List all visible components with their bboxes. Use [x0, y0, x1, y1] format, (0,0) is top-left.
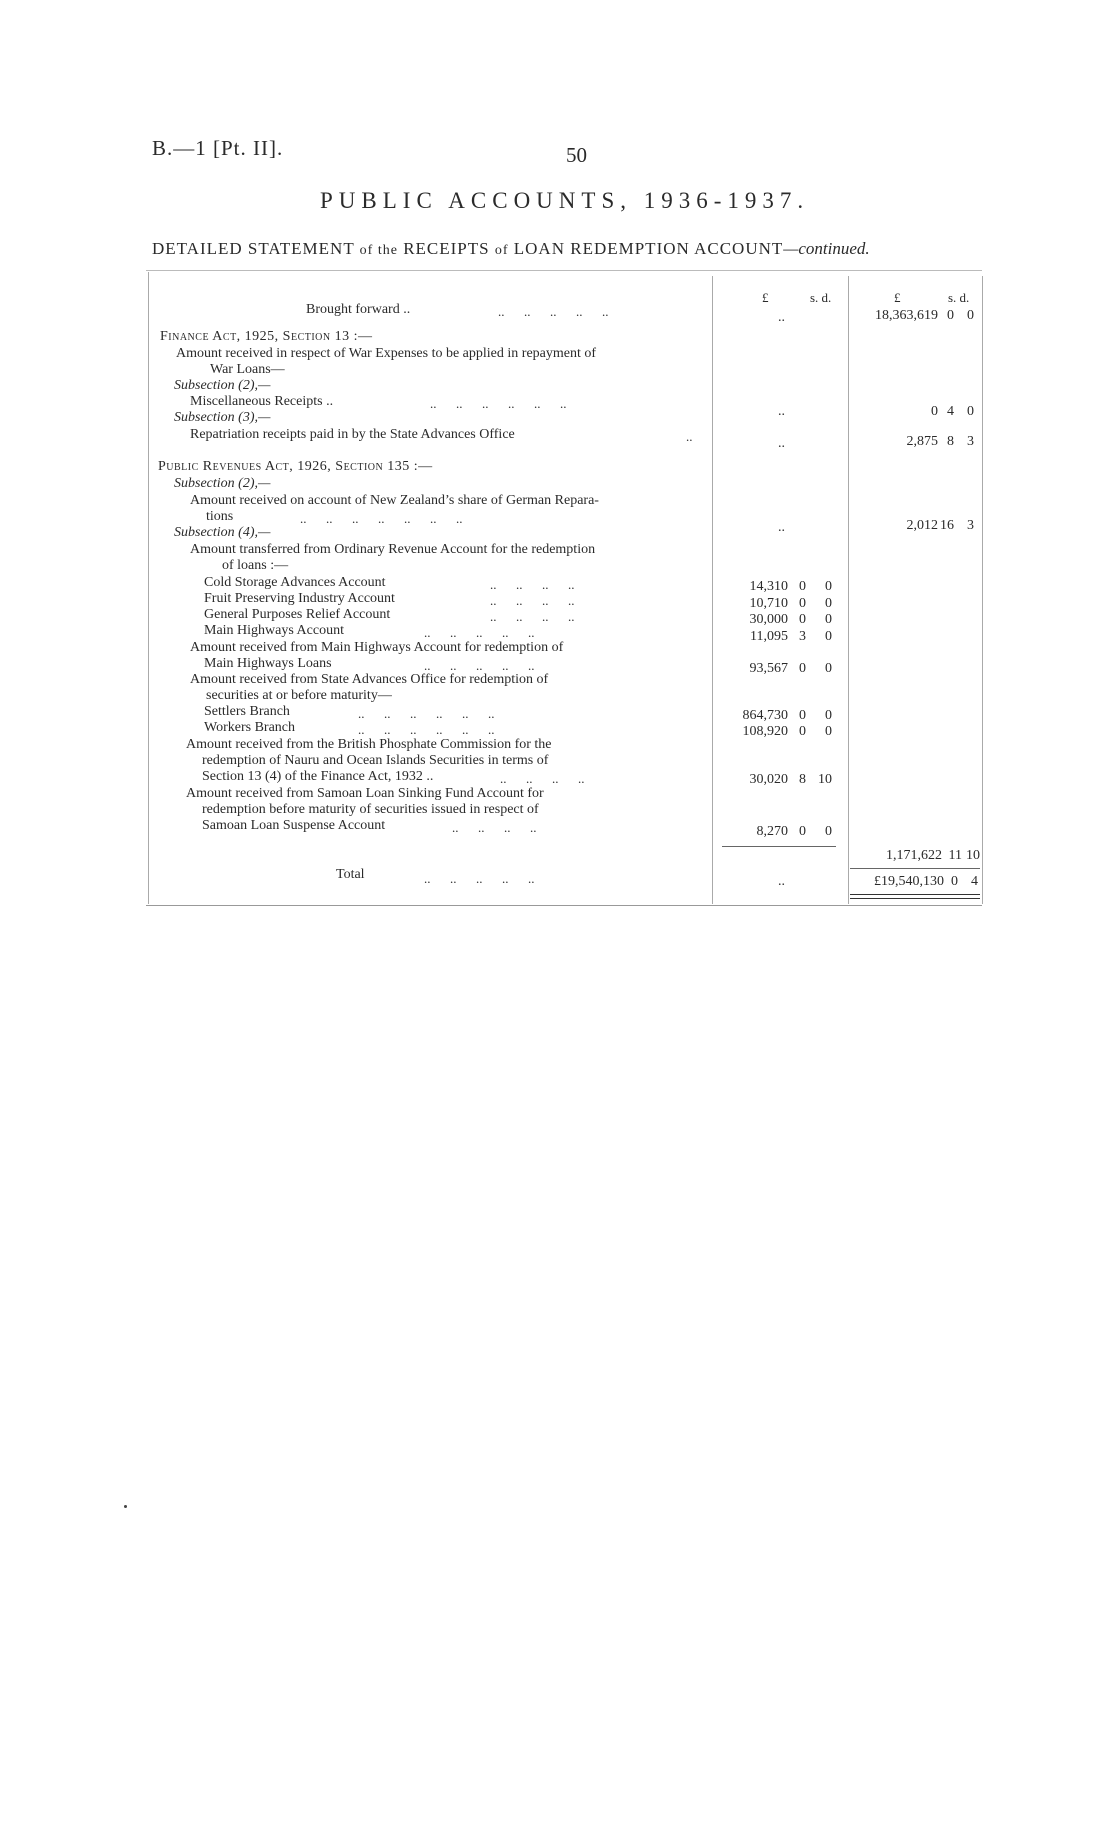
subtitle-receipts: RECEIPTS — [403, 239, 490, 258]
reparations-d: 3 — [967, 518, 974, 533]
misc-receipts-col1: .. — [778, 404, 785, 419]
subtitle-of: of — [494, 243, 509, 258]
subtotal-rule — [722, 846, 836, 847]
item-d: 0 — [825, 596, 832, 611]
brought-forward-dots: .. .. .. .. .. — [498, 304, 609, 319]
total-dots: .. .. .. .. .. — [424, 871, 535, 886]
table-right-border — [982, 276, 983, 904]
total-d: 4 — [971, 874, 978, 889]
misc-receipts-d: 0 — [967, 404, 974, 419]
british-phosphate-d: 10 — [818, 772, 832, 787]
finance-sub2: Subsection (2),— — [174, 378, 271, 393]
item-label: Fruit Preserving Industry Account — [204, 591, 395, 606]
british-phosphate-dots: .. .. .. .. — [500, 771, 585, 786]
repatriation-d: 3 — [967, 434, 974, 449]
samoan-loan-dots: .. .. .. .. — [452, 820, 537, 835]
item-dots: .. .. .. .. — [490, 577, 575, 592]
finance-act-line1: Amount received in respect of War Expenses to be applied in repayment of — [176, 346, 597, 361]
subtitle-main: DETAILED STATEMENT — [152, 239, 355, 258]
total-pounds: £19,540,130 — [874, 874, 944, 889]
item-pounds: 10,710 — [749, 596, 788, 611]
item-s: 0 — [799, 579, 806, 594]
samoan-loan-pounds: 8,270 — [756, 824, 788, 839]
public-revenues-heading: Public Revenues Act, 1926, Section 135 :— — [158, 459, 433, 474]
british-phosphate-line3: Section 13 (4) of the Finance Act, 1932 .. — [202, 769, 434, 784]
col1-pound-header: £ — [762, 290, 769, 305]
british-phosphate-line1: Amount received from the British Phosphate Commission for the — [186, 737, 552, 752]
item-s: 0 — [799, 596, 806, 611]
samoan-loan-s: 0 — [799, 824, 806, 839]
workers-branch-pounds: 108,920 — [742, 724, 788, 739]
settlers-branch-dots: .. .. .. .. .. .. — [358, 706, 495, 721]
misc-receipts-dots: .. .. .. .. .. .. — [430, 396, 567, 411]
workers-branch-dots: .. .. .. .. .. .. — [358, 722, 495, 737]
item-dots: .. .. .. .. .. — [424, 625, 535, 640]
total-double-rule — [850, 894, 980, 899]
item-dots: .. .. .. .. — [490, 609, 575, 624]
subtitle-account: LOAN REDEMPTION ACCOUNT — [513, 239, 784, 258]
item-d: 0 — [825, 579, 832, 594]
document-reference: B.—1 [Pt. II]. — [152, 136, 284, 160]
brought-forward-s: 0 — [947, 308, 954, 323]
page-speck — [124, 1505, 127, 1508]
repatriation-col1: .. — [778, 436, 785, 451]
revenues-sub2: Subsection (2),— — [174, 476, 271, 491]
settlers-branch-s: 0 — [799, 708, 806, 723]
item-s: 3 — [799, 629, 806, 644]
finance-act-line2: War Loans— — [210, 362, 285, 377]
british-phosphate-pounds: 30,020 — [749, 772, 788, 787]
british-phosphate-line2: redemption of Nauru and Ocean Islands Securities in terms of — [202, 753, 549, 768]
item-s: 0 — [799, 612, 806, 627]
main-highways-line1: Amount received from Main Highways Account for redemption of — [190, 640, 564, 655]
subtitle-continued: —continued. — [783, 239, 870, 258]
reparations-col1: .. — [778, 520, 785, 535]
revenues-sub4: Subsection (4),— — [174, 525, 271, 540]
subtotal-d: 10 — [966, 848, 980, 863]
reparations-line1: Amount received on account of New Zealand’s share of German Repara- — [190, 493, 599, 508]
reparations-pounds: 2,012 — [906, 518, 938, 533]
col2-pound-header: £ — [894, 290, 901, 305]
statement-subtitle — [152, 239, 870, 259]
subtotal-pounds: 1,171,622 — [886, 848, 942, 863]
samoan-loan-line3: Samoan Loan Suspense Account — [202, 818, 386, 833]
british-phosphate-s: 8 — [799, 772, 806, 787]
repatriation-label: Repatriation receipts paid in by the State Advances Office — [190, 427, 515, 442]
total-col1: .. — [778, 874, 785, 889]
misc-receipts-pounds: 0 — [931, 404, 938, 419]
col2-sd-header: s. d. — [948, 290, 970, 305]
main-highways-line2: Main Highways Loans — [204, 656, 332, 671]
main-highways-s: 0 — [799, 661, 806, 676]
repatriation-dots: .. — [686, 429, 693, 444]
item-label: Main Highways Account — [204, 623, 344, 638]
item-label: General Purposes Relief Account — [204, 607, 391, 622]
page-title: PUBLIC ACCOUNTS, 1936-1937. — [320, 188, 810, 213]
misc-receipts-label: Miscellaneous Receipts .. — [190, 394, 334, 409]
ordinary-revenue-line1: Amount transferred from Ordinary Revenue Account for the redemption — [190, 542, 596, 557]
brought-forward-col1: .. — [778, 310, 785, 325]
workers-branch-label: Workers Branch — [204, 720, 296, 735]
column-rule-1 — [712, 276, 713, 904]
samoan-loan-line1: Amount received from Samoan Loan Sinking Fund Account for — [186, 786, 544, 801]
workers-branch-d: 0 — [825, 724, 832, 739]
brought-forward-d: 0 — [967, 308, 974, 323]
item-d: 0 — [825, 612, 832, 627]
state-advances-line1: Amount received from State Advances Office for redemption of — [190, 672, 549, 687]
table-left-border — [148, 272, 149, 904]
misc-receipts-s: 4 — [947, 404, 954, 419]
workers-branch-s: 0 — [799, 724, 806, 739]
item-label: Cold Storage Advances Account — [204, 575, 386, 590]
reparations-dots: .. .. .. .. .. .. .. — [300, 511, 463, 526]
total-top-rule — [850, 868, 980, 869]
finance-act-heading: Finance Act, 1925, Section 13 :— — [160, 329, 373, 344]
repatriation-pounds: 2,875 — [906, 434, 938, 449]
repatriation-s: 8 — [947, 434, 954, 449]
settlers-branch-label: Settlers Branch — [204, 704, 290, 719]
subtitle-of-the: of the — [359, 243, 398, 258]
item-d: 0 — [825, 629, 832, 644]
settlers-branch-pounds: 864,730 — [742, 708, 788, 723]
main-highways-d: 0 — [825, 661, 832, 676]
total-label: Total — [336, 867, 365, 882]
finance-sub3: Subsection (3),— — [174, 410, 271, 425]
reparations-line2: tions — [206, 509, 234, 524]
samoan-loan-line2: redemption before maturity of securities issued in respect of — [202, 802, 539, 817]
state-advances-line2: securities at or before maturity— — [206, 688, 392, 703]
total-s: 0 — [951, 874, 958, 889]
page-number: 50 — [566, 143, 587, 167]
item-pounds: 30,000 — [749, 612, 788, 627]
subtotal-s: 11 — [948, 848, 962, 863]
settlers-branch-d: 0 — [825, 708, 832, 723]
main-highways-pounds: 93,567 — [749, 661, 788, 676]
column-rule-2 — [848, 276, 849, 904]
item-pounds: 14,310 — [749, 579, 788, 594]
brought-forward-label: Brought forward .. — [306, 302, 411, 317]
item-pounds: 11,095 — [750, 629, 788, 644]
reparations-s: 16 — [940, 518, 954, 533]
ordinary-revenue-line2: of loans :— — [222, 558, 289, 573]
samoan-loan-d: 0 — [825, 824, 832, 839]
main-highways-dots: .. .. .. .. .. — [424, 658, 535, 673]
col1-sd-header: s. d. — [810, 290, 832, 305]
brought-forward-pounds: 18,363,619 — [875, 308, 938, 323]
item-dots: .. .. .. .. — [490, 593, 575, 608]
